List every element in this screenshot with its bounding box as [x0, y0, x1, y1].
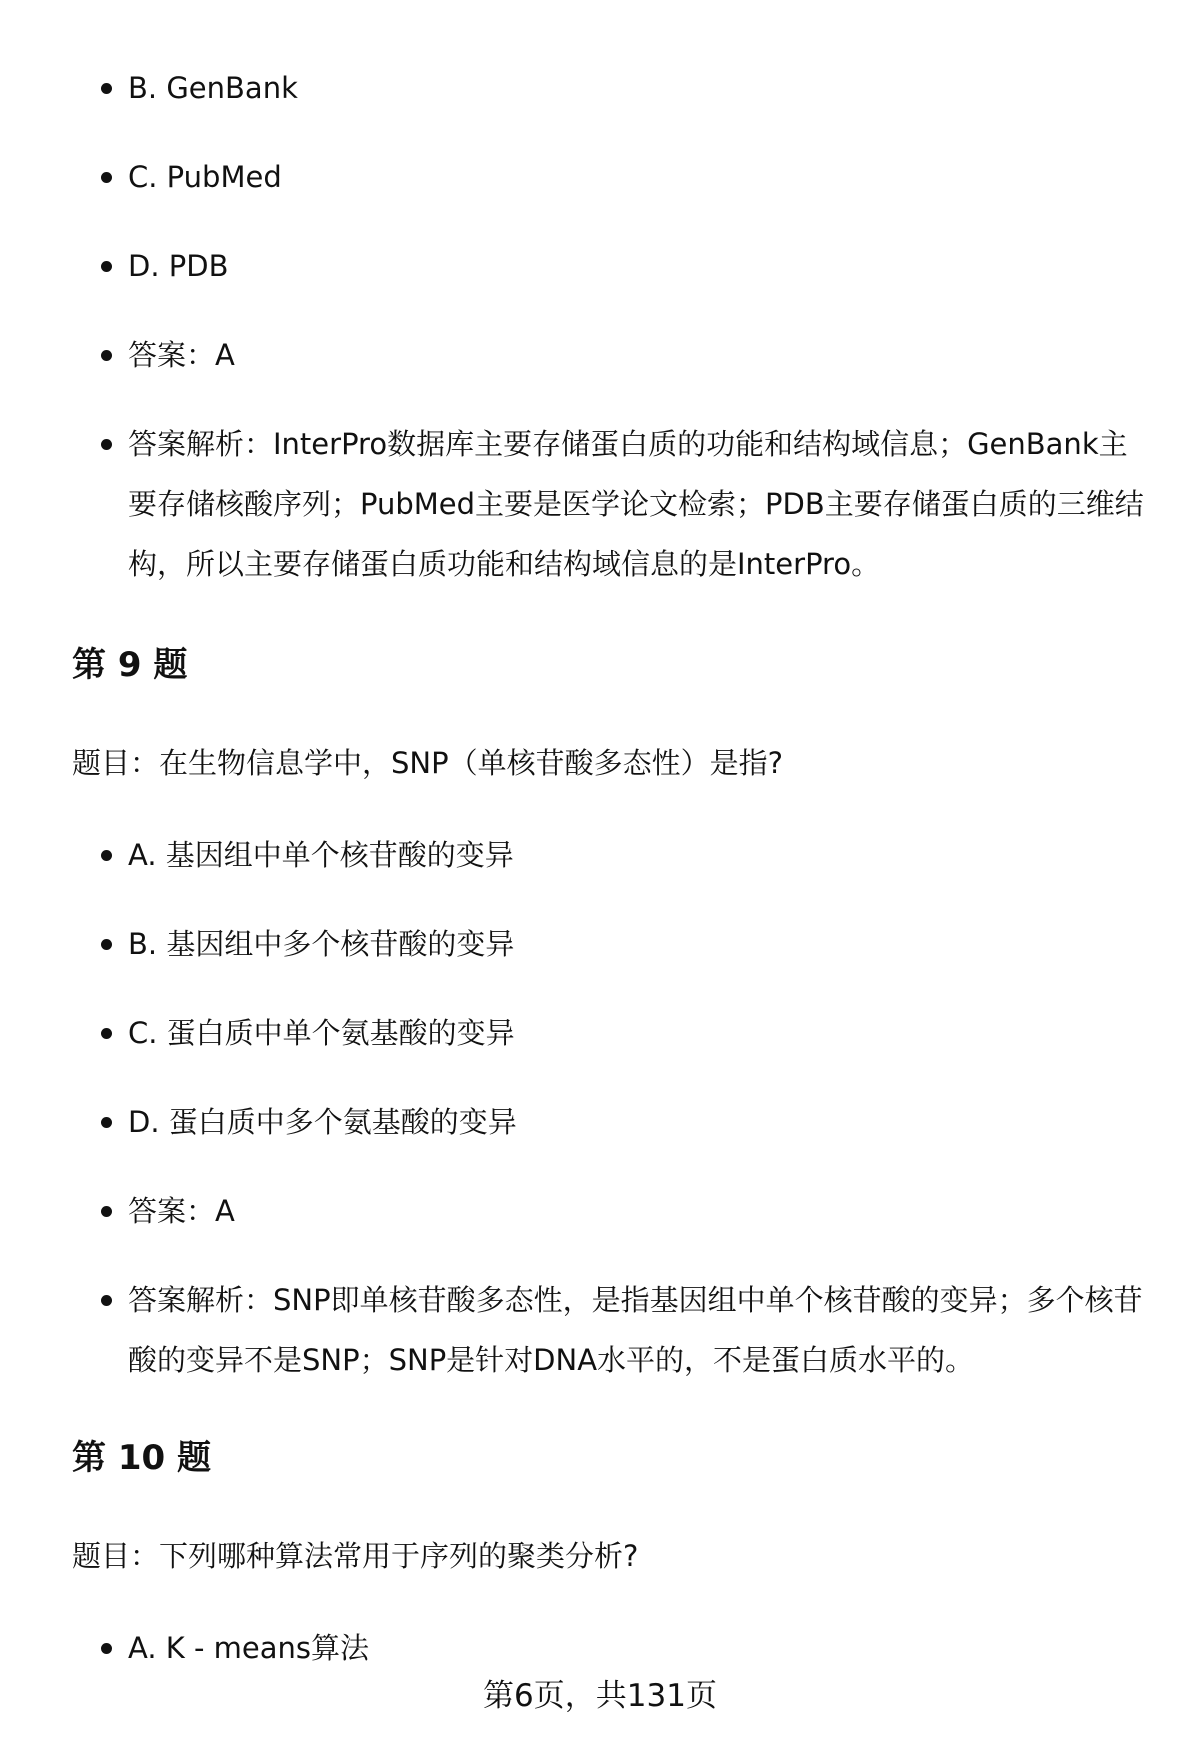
option-d: D. PDB [72, 236, 1152, 296]
option-b: B. 基因组中多个核苷酸的变异 [72, 914, 1152, 974]
answer-explanation: 答案解析：InterPro数据库主要存储蛋白质的功能和结构域信息；GenBank主要存储核酸序列；PubMed主要是医学论文检索；PDB主要存储蛋白质的三维结构，所以主要存储蛋白质功能和结构域信息的是InterPro。 [72, 414, 1152, 594]
option-b: B. GenBank [72, 58, 1152, 118]
answer-explanation: 答案解析：SNP即单核苷酸多态性，是指基因组中单个核苷酸的变异；多个核苷酸的变异不是SNP；SNP是针对DNA水平的，不是蛋白质水平的。 [72, 1270, 1152, 1390]
option-c: C. PubMed [72, 147, 1152, 207]
answer: 答案：A [72, 1181, 1152, 1241]
option-a: A. K - means算法 [72, 1618, 1152, 1678]
option-list [72, 1618, 1152, 1678]
option-d: D. 蛋白质中多个氨基酸的变异 [72, 1092, 1152, 1152]
option-c: C. 蛋白质中单个氨基酸的变异 [72, 1003, 1152, 1063]
option-list [72, 58, 1152, 594]
section-9-question [72, 738, 1152, 788]
question-text: 题目：下列哪种算法常用于序列的聚类分析? [72, 1539, 639, 1573]
answer: 答案：A [72, 325, 1152, 385]
question-heading: 第 10 题 [72, 1438, 211, 1478]
section-9-options [72, 825, 1152, 1390]
section-10-question [72, 1531, 1152, 1581]
section-9 [72, 640, 1152, 690]
section-10 [72, 1433, 1152, 1483]
page-number: 第6页，共131页 [483, 1678, 717, 1714]
option-a: A. 基因组中单个核苷酸的变异 [72, 825, 1152, 885]
question-text: 题目：在生物信息学中，SNP（单核苷酸多态性）是指? [72, 746, 783, 780]
section-10-options [72, 1618, 1152, 1678]
question-heading: 第 9 题 [72, 645, 188, 685]
section-8-options [72, 58, 1152, 594]
option-list [72, 825, 1152, 1390]
